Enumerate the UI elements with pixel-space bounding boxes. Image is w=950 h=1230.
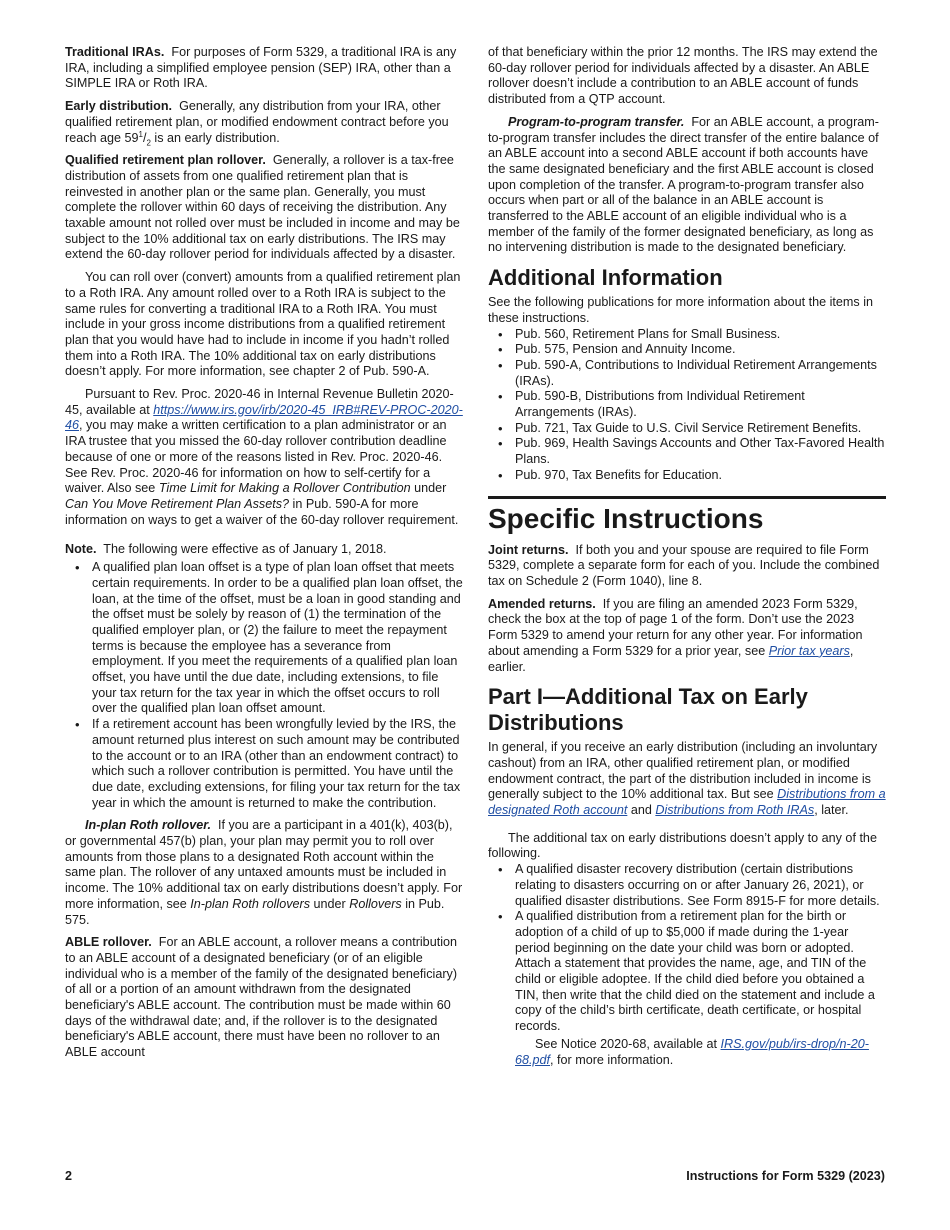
additional-information-intro: See the following publications for more information about the items in these instructions. — [488, 295, 874, 325]
list-item: • Pub. 721, Tax Guide to U.S. Civil Service Retirement Benefits. — [488, 421, 886, 437]
list-item: • Pub. 590-A, Contributions to Individual Retirement Arrangements (IRAs). — [488, 358, 886, 389]
additional-information-heading: Additional Information — [488, 265, 723, 291]
prior-tax-years-link[interactable]: Prior tax years — [768, 643, 850, 658]
list-item: • Pub. 590-B, Distributions from Individual Retirement Arrangements (IRAs). — [488, 389, 886, 420]
program-transfer-heading: Program-to-program transfer. — [508, 114, 685, 129]
traditional-iras-heading: Traditional IRAs. — [65, 45, 165, 59]
amended-returns-paragraph — [488, 597, 886, 676]
note-list — [65, 560, 463, 811]
list-item: • Pub. 560, Retirement Plans for Small Business. — [488, 327, 886, 343]
list-item: • A qualified disaster recovery distribution (certain distributions relating to disasters occurring on or after January 26, 2021), or qualified disaster distributions. See Form 8915-F for more details. — [488, 862, 886, 909]
list-item: • A qualified plan loan offset is a type of plan loan offset that meets certain requirements. In order to be a qualified plan loan offset, the loan, at the time of the offset, must be a loan in good standing and the offset must be solely by reason of (1) the termination of the qualified employer plan, or (2) the failure to meet the repayment terms is because the employee has a severance from employment. If you meet the requirements of a qualified plan loan offset, you have until the due date, including extensions, to file your tax return for the tax year in which the offset occurs to roll over the qualified plan loan offset amount. — [65, 560, 463, 717]
fraction-numerator: 1 — [138, 129, 143, 139]
amended-returns-tail: , earlier. — [488, 643, 854, 674]
joint-returns-heading: Joint returns. — [488, 542, 569, 557]
footer-title: Instructions for Form 5329 (2023) — [686, 1169, 885, 1183]
joint-returns-text: If both you and your spouse are required to file Form 5329, complete a separate form for each of you. Include the combined tax on Schedule 2 (Form 1040), line 8. — [488, 542, 880, 588]
roth-conversion-paragraph: You can roll over (convert) amounts from a qualified retirement plan to a Roth IRA. Any amount rolled over to a Roth IRA is subject to the same rules for converting a traditional IRA to a Roth IRA. You must include in your gross income distributions from a qualified retirement plan that you would have had to include in income if you hadn’t rolled them into a Roth IRA. The 10% additional tax on early distributions doesn’t apply. For more information, see chapter 2 of Pub. 590-A. — [65, 270, 461, 379]
early-distribution-paragraph: Early distribution. Generally, any distribution from your IRA, other qualified retirement plan, or modified endowment contract before you reach age $59^1/_2$ is an early distribution. — [65, 99, 449, 148]
part-one-text-a: In general, if you receive an early distribution (including an involuntary cashout) from an IRA, other qualified retirement plan, or modified endowment contract, the part of the distribution included in income is generally subject to the 10% additional tax. But see — [488, 740, 878, 802]
part-one-paragraph — [488, 740, 886, 819]
in-plan-roth-heading: In-plan Roth rollover. — [85, 818, 211, 833]
page-number: 2 — [65, 1169, 73, 1183]
traditional-iras-paragraph — [65, 45, 463, 92]
program-transfer-text: For an ABLE account, a program-to-program transfer includes the direct transfer of the entire balance of an ABLE account into a second ABLE account if both accounts have the same designated beneficiary and the first ABLE account is closed upon completion of the transfer. A program-to-program transfer also occurs when part or all of the balance in an ABLE account is transferred to the ABLE account of an eligible individual who is a member of the family of the former designated beneficiary, as long as no intervening distribution is made to the designated beneficiary. — [488, 114, 879, 255]
list-item: • Pub. 969, Health Savings Accounts and Other Tax-Favored Health Plans. — [488, 436, 886, 467]
in-plan-roth-italic-1: In-plan Roth rollovers — [190, 896, 310, 911]
qualified-rollover-paragraph — [65, 153, 463, 263]
notice-paragraph — [488, 1037, 886, 1068]
early-distribution-text: Generally, any distribution from your IRA, other qualified retirement plan, or modified endowment contract before you reach age 59 — [65, 99, 449, 145]
left-column — [65, 45, 463, 1068]
amended-returns-text: If you are filing an amended 2023 Form 5329, check the box at the top of page 1 of the form. Don’t use the 2023 Form 5329 to amend your return for any other year. For information about amending a Form 5329 for a prior year, see — [488, 596, 863, 658]
able-rollover-continued: of that beneficiary within the prior 12 months. The IRS may extend the 60-day rollover period for individuals affected by a disaster. An ABLE rollover doesn’t include a contribution to an ABLE account of funds distributed from a QTP account. — [488, 45, 878, 107]
specific-instructions-heading: Specific Instructions — [488, 496, 886, 535]
in-plan-roth-italic-2: Rollovers — [349, 896, 402, 911]
rev-proc-italic-1: Time Limit for Making a Rollover Contribution — [158, 481, 411, 496]
qualified-rollover-text: Generally, a rollover is a tax-free distribution of assets from one qualified retirement plan that is reinvested in another plan or the same plan. Generally, you must complete the rollover within 60 days of receiving the distribution. Any taxable amount not rolled over must be included in income and may be subject to the 10% additional tax on early distributions. The IRS may extend the 60-day rollover period for individuals affected by a disaster. — [65, 153, 460, 262]
publications-list — [488, 327, 886, 484]
rev-proc-text-b: , you may make a written certification to a plan administrator or an IRA trustee that you missed the 60-day rollover contribution deadline because of one or more of the reasons listed in Rev. Proc. 2020-46. See Rev. Proc. 2020-46 for information on how to self-certify for a waiver. Also see — [65, 418, 447, 496]
note-paragraph — [65, 542, 463, 558]
exceptions-intro: The additional tax on early distributions doesn’t apply to any of the following. — [488, 830, 877, 861]
early-distribution-tail: is an early distribution. — [150, 130, 280, 145]
roth-iras-link[interactable]: Distributions from Roth IRAs — [655, 803, 815, 818]
traditional-iras-text: For purposes of Form 5329, a traditional IRA is any IRA, including a simplified employee pension (SEP) IRA, other than a SIMPLE IRA or Roth IRA. — [65, 45, 457, 91]
rev-proc-text-c: under — [410, 481, 447, 496]
rev-proc-italic-2: Can You Move Retirement Plan Assets? — [65, 496, 290, 511]
able-rollover-heading: ABLE rollover. — [65, 935, 152, 950]
exceptions-list — [488, 862, 886, 1035]
early-distribution-heading: Early distribution. — [65, 99, 173, 114]
list-item: • Pub. 970, Tax Benefits for Education. — [488, 468, 886, 484]
list-item: • Pub. 575, Pension and Annuity Income. — [488, 342, 886, 358]
note-text: The following were effective as of January 1, 2018. — [103, 542, 387, 557]
notice-text-b: , for more information. — [550, 1052, 674, 1067]
part-one-text-c: , later. — [814, 803, 849, 818]
part-one-heading: Part I—Additional Tax on Early Distributions — [488, 684, 808, 736]
rev-proc-paragraph — [65, 387, 463, 528]
in-plan-roth-tail: in Pub. 575. — [65, 896, 445, 927]
notice-link[interactable]: IRS.gov/pub/irs-drop/n-20-68.pdf — [515, 1036, 869, 1067]
notice-text-a: See Notice 2020-68, available at — [535, 1036, 721, 1051]
rev-proc-link[interactable]: https://www.irs.gov/irb/2020-45_IRB#REV-PROC-2020-46 — [65, 402, 463, 433]
amended-returns-heading: Amended returns. — [488, 596, 596, 611]
list-item: • If a retirement account has been wrongfully levied by the IRS, the amount returned plus interest on such amount may be contributed to the account or to an IRA (other than an endowment contract) to which such a rollover contribution is permitted. You have until the due date, excluding extensions, for filing your tax return for the tax year in which the amount is returned to make the contribution. — [65, 717, 463, 811]
in-plan-roth-paragraph — [65, 818, 463, 928]
fraction-denominator: 2 — [146, 138, 151, 148]
designated-roth-link[interactable]: Distributions from a designated Roth account — [488, 787, 886, 818]
joint-returns-paragraph — [488, 543, 886, 590]
rev-proc-text-a: Pursuant to Rev. Proc. 2020-46 in Internal Revenue Bulletin 2020-45, available at — [65, 387, 454, 417]
in-plan-roth-mid: under — [310, 896, 350, 911]
program-transfer-paragraph — [488, 115, 886, 256]
rev-proc-text-d: in Pub. 590-A for more information on ways to get a waiver of the 60-day rollover requirement. — [65, 496, 459, 527]
qualified-rollover-heading: Qualified retirement plan rollover. — [65, 153, 266, 168]
in-plan-roth-text: If you are a participant in a 401(k), 403(b), or governmental 457(b) plan, your plan may permit you to roll over amounts from those plans to a designated Roth account within the same plan. The rollover of any untaxed amounts must be included in income. The 10% additional tax on early distributions doesn’t apply. For more information, see — [65, 818, 463, 911]
part-one-text-b: and — [627, 803, 656, 818]
note-heading: Note. — [65, 542, 97, 557]
able-rollover-paragraph — [65, 935, 463, 1061]
right-column — [488, 45, 886, 1075]
able-rollover-text: For an ABLE account, a rollover means a contribution to an ABLE account of a designated beneficiary (or of an eligible individual who is a member of the family of the designated beneficiary) of all or a portion of an amount withdrawn from the designated beneficiary's ABLE account. The contribution must be made within 60 days of the withdrawal date; and, if the rollover is to the designated beneficiary's ABLE account, there must have been no rollover to an ABLE account — [65, 935, 458, 1060]
list-item: • A qualified distribution from a retirement plan for the birth or adoption of a child of up to $5,000 if made during the 1-year period beginning on the date your child was born or adopted. Attach a statement that provides the name, age, and TIN of the child or eligible adoptee. If the child died before you obtained a TIN, then write that the child died on the statement and include a copy of the child’s birth certificate, death certificate, or hospital records. — [488, 909, 886, 1035]
